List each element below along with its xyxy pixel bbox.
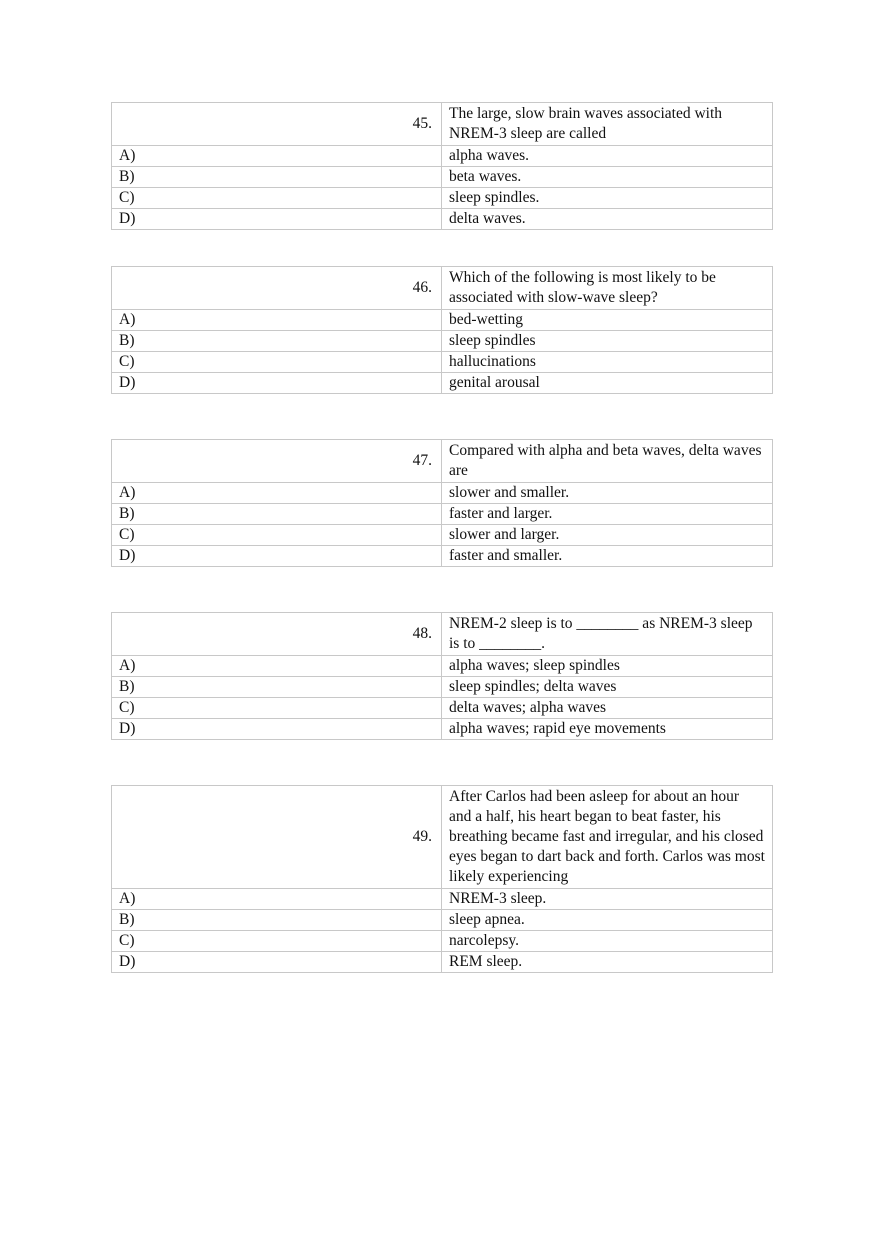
option-text: NREM-3 sleep. [442, 889, 773, 910]
option-letter: D) [112, 546, 442, 567]
question-row [112, 786, 773, 889]
option-row [112, 352, 773, 373]
question-47-table [111, 439, 773, 567]
question-row [112, 440, 773, 483]
option-text: slower and larger. [442, 525, 773, 546]
option-letter: B) [112, 677, 442, 698]
option-text: sleep spindles; delta waves [442, 677, 773, 698]
option-text: slower and smaller. [442, 483, 773, 504]
option-text: sleep spindles [442, 331, 773, 352]
option-row [112, 698, 773, 719]
option-row [112, 931, 773, 952]
question-text: NREM-2 sleep is to ________ as NREM-3 sleep is to ________. [442, 613, 773, 656]
option-letter: A) [112, 310, 442, 331]
option-letter: B) [112, 331, 442, 352]
question-46-table [111, 266, 773, 394]
option-letter: C) [112, 931, 442, 952]
option-row [112, 719, 773, 740]
option-letter: B) [112, 504, 442, 525]
option-text: sleep apnea. [442, 910, 773, 931]
option-letter: A) [112, 889, 442, 910]
option-row [112, 546, 773, 567]
option-text: alpha waves; rapid eye movements [442, 719, 773, 740]
option-letter: C) [112, 188, 442, 209]
option-letter: C) [112, 525, 442, 546]
option-row [112, 331, 773, 352]
option-letter: D) [112, 373, 442, 394]
option-letter: D) [112, 952, 442, 973]
option-row [112, 656, 773, 677]
option-text: narcolepsy. [442, 931, 773, 952]
option-row [112, 525, 773, 546]
option-row [112, 146, 773, 167]
option-letter: A) [112, 483, 442, 504]
option-text: delta waves; alpha waves [442, 698, 773, 719]
option-text: alpha waves. [442, 146, 773, 167]
option-text: hallucinations [442, 352, 773, 373]
option-text: beta waves. [442, 167, 773, 188]
option-text: genital arousal [442, 373, 773, 394]
option-row [112, 209, 773, 230]
question-text: Compared with alpha and beta waves, delta waves are [442, 440, 773, 483]
question-number: 49. [112, 786, 442, 889]
option-text: bed-wetting [442, 310, 773, 331]
question-row [112, 103, 773, 146]
question-number: 45. [112, 103, 442, 146]
option-text: REM sleep. [442, 952, 773, 973]
question-row [112, 613, 773, 656]
question-49-table [111, 785, 773, 973]
option-text: faster and larger. [442, 504, 773, 525]
option-letter: A) [112, 146, 442, 167]
option-letter: D) [112, 209, 442, 230]
question-text: Which of the following is most likely to be associated with slow-wave sleep? [442, 267, 773, 310]
option-row [112, 952, 773, 973]
question-45-table [111, 102, 773, 230]
question-number: 46. [112, 267, 442, 310]
option-text: faster and smaller. [442, 546, 773, 567]
option-letter: D) [112, 719, 442, 740]
option-letter: B) [112, 910, 442, 931]
option-row [112, 677, 773, 698]
option-row [112, 310, 773, 331]
question-number: 47. [112, 440, 442, 483]
option-text: delta waves. [442, 209, 773, 230]
question-row [112, 267, 773, 310]
option-row [112, 483, 773, 504]
option-letter: A) [112, 656, 442, 677]
option-letter: B) [112, 167, 442, 188]
option-row [112, 188, 773, 209]
question-number: 48. [112, 613, 442, 656]
option-row [112, 504, 773, 525]
option-text: sleep spindles. [442, 188, 773, 209]
option-row [112, 910, 773, 931]
question-text: The large, slow brain waves associated with NREM-3 sleep are called [442, 103, 773, 146]
question-text: After Carlos had been asleep for about an hour and a half, his heart began to beat faster, his breathing became fast and irregular, and his closed eyes began to dart back and forth. Carlos was most likely experiencing [442, 786, 773, 889]
option-letter: C) [112, 698, 442, 719]
option-text: alpha waves; sleep spindles [442, 656, 773, 677]
option-row [112, 167, 773, 188]
option-row [112, 373, 773, 394]
option-row [112, 889, 773, 910]
question-48-table [111, 612, 773, 740]
option-letter: C) [112, 352, 442, 373]
